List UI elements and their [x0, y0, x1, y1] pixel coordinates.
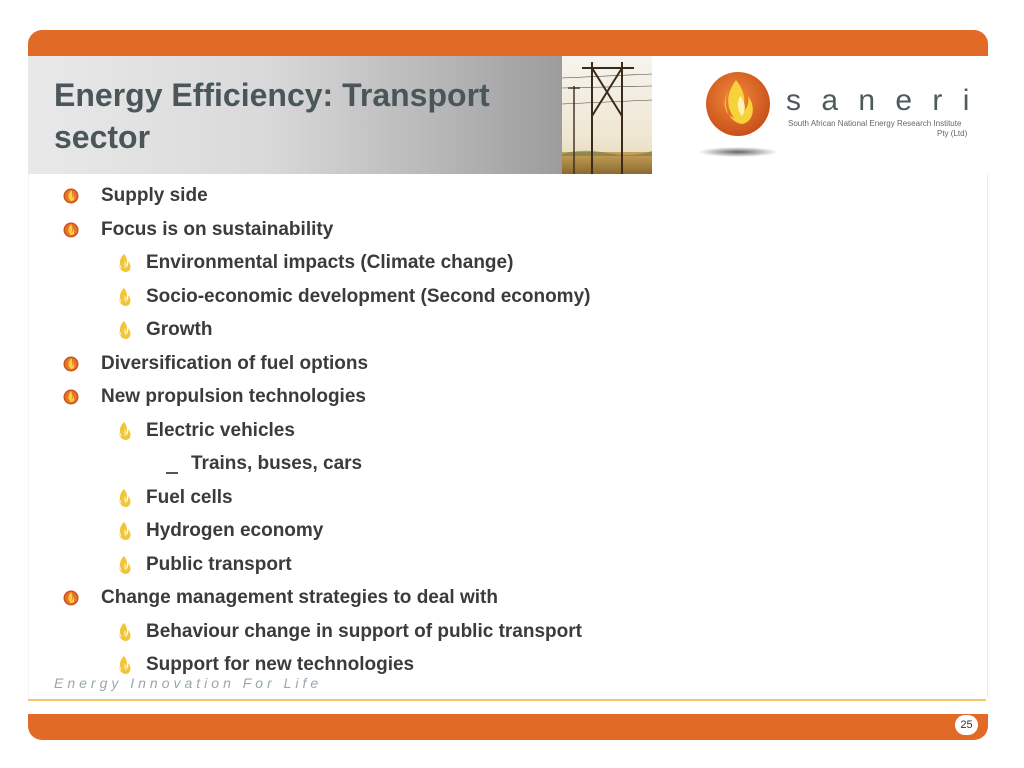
- yellow-flame-bullet-icon: [117, 253, 133, 278]
- flame-bullet-icon: [63, 589, 79, 612]
- flame-bullet-icon: [63, 388, 79, 411]
- bullet-item-level-2: Hydrogen economy: [146, 520, 324, 541]
- bullet-item-level-2: Behaviour change in support of public transport: [146, 620, 582, 642]
- logo-subtitle-1: South African National Energy Research Institute: [788, 119, 962, 128]
- flame-bullet-icon: [63, 221, 79, 244]
- yellow-flame-bullet-icon: [117, 622, 133, 647]
- title-panel: [28, 56, 562, 174]
- footer-divider: [28, 699, 986, 701]
- bullet-item-level-2: Growth: [146, 319, 213, 340]
- yellow-flame-bullet-icon: [117, 488, 133, 513]
- logo-wordmark: s a n e r i: [786, 84, 976, 117]
- saneri-logo: [652, 56, 988, 174]
- page-number: 25: [955, 715, 978, 735]
- slide-title: Energy Efficiency: Transport sector: [54, 77, 490, 155]
- bullet-item-level-2: Environmental impacts (Climate change): [146, 252, 514, 273]
- yellow-flame-bullet-icon: [117, 421, 133, 446]
- tagline: Energy Innovation For Life: [54, 675, 323, 691]
- bullet-item-level-2: Public transport: [146, 553, 292, 575]
- logo-subtitle-2: Pty (Ltd): [937, 129, 968, 138]
- yellow-flame-bullet-icon: [117, 287, 133, 312]
- bullet-item-level-3: Trains, buses, cars: [191, 453, 363, 474]
- bullet-item-level-2: Fuel cells: [146, 486, 233, 508]
- bottom-orange-band: [28, 714, 988, 740]
- yellow-flame-bullet-icon: [117, 521, 133, 546]
- bullet-item-level-1: Focus is on sustainability: [101, 218, 334, 240]
- flame-bullet-icon: [63, 355, 79, 378]
- dash-bullet-icon: [166, 462, 178, 480]
- bullet-item-level-1: Change management strategies to deal with: [101, 587, 498, 608]
- bullet-item-level-1: Supply side: [101, 185, 208, 206]
- power-line-photo: [562, 56, 652, 174]
- bullet-item-level-2: Socio-economic development (Second economy): [146, 285, 591, 307]
- bullet-item-level-1: Diversification of fuel options: [101, 352, 369, 374]
- flame-bullet-icon: [63, 187, 79, 210]
- pylon-image-icon: [562, 56, 652, 174]
- bullet-item-level-1: New propulsion technologies: [101, 386, 366, 407]
- yellow-flame-bullet-icon: [117, 555, 133, 580]
- bullet-item-level-2: Electric vehicles: [146, 419, 295, 441]
- bullet-item-level-2: Support for new technologies: [146, 654, 415, 675]
- yellow-flame-bullet-icon: [117, 320, 133, 345]
- top-orange-band: [28, 30, 988, 56]
